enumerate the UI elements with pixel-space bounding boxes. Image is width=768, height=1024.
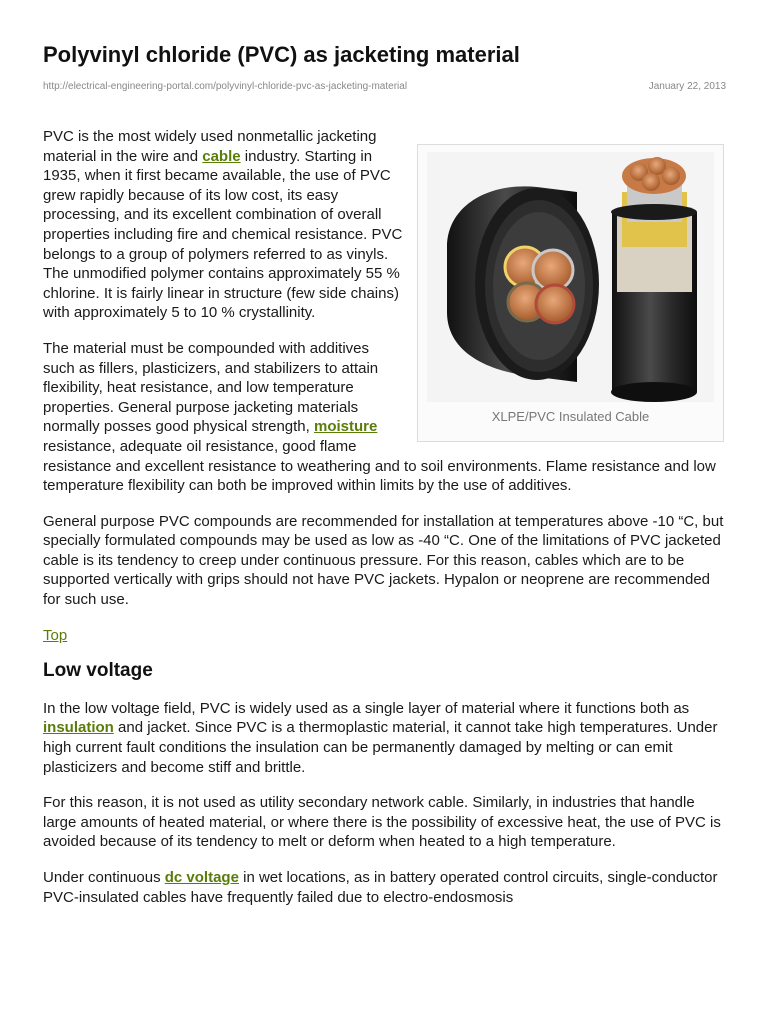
compounding-text: The material must be compounded with additives such as fillers, plasticizers, and stabilizers to attain flexibility, heat resistance, and low temperature properties. General purpose jacketing materials normally posses good physical strength, xyxy=(43,339,379,436)
paragraph-network-cable: For this reason, it is not used as utility secondary network cable. Similarly, in industries that handle large amounts of heated material, or where there is the possibility of excessive heat, the use of PVC is avoided because of its tendency to melt or deform when heated to a high temperature. xyxy=(43,794,721,851)
cable-photo xyxy=(427,152,714,402)
top-link-container xyxy=(43,626,726,646)
link-top[interactable]: Top xyxy=(43,626,68,644)
section-heading-low-voltage: Low voltage xyxy=(43,660,153,682)
paragraph-dc-voltage xyxy=(43,868,726,907)
dc-voltage-text: Under continuous xyxy=(43,869,165,886)
intro-text: PVC is the most widely used nonmetallic jacketing material in the wire and xyxy=(43,128,377,165)
paragraph-low-voltage xyxy=(43,699,726,777)
link-dc-voltage[interactable]: dc voltage xyxy=(164,869,239,886)
low-voltage-text-rest: and jacket. Since PVC is a thermoplastic material, it cannot take high temperatures. Under high current fault conditions the insulation can be permanently damaged by melting or can emit plasticizers and become stiff and brittle. xyxy=(43,719,718,776)
figure-caption: XLPE/PVC Insulated Cable xyxy=(491,409,650,424)
dc-voltage-text-rest: in wet locations, as in battery operated control circuits, single-conductor PVC-insulated cables have frequently failed due to electro-endosmosis xyxy=(43,869,718,906)
link-cable[interactable]: cable xyxy=(202,147,241,165)
paragraph-temperatures: General purpose PVC compounds are recommended for installation at temperatures above -10 “C, but specially formulated compounds may be used as low as -40 “C. One of the limitations of PVC jacketed cable is its tendency to creep under continuous pressure. For this reason, cables which are to be supported vertically with grips should not have PVC jackets. Hypalon or neoprene are recommended for such use. xyxy=(43,512,724,609)
cable-figure xyxy=(417,144,724,442)
link-moisture[interactable]: moisture xyxy=(313,418,378,436)
source-url: http://electrical-engineering-portal.com/polyvinyl-chloride-pvc-as-jacketing-material xyxy=(43,81,408,92)
compounding-text-rest: resistance, adequate oil resistance, good flame resistance and excellent resistance to weathering and to soil environments. Flame resistance and low temperature flexibility can both be improved within limits by the use of additives. xyxy=(43,437,716,495)
publish-date: January 22, 2013 xyxy=(648,81,726,92)
link-insulation[interactable]: insulation xyxy=(43,719,114,737)
article-body xyxy=(43,127,726,923)
low-voltage-text: In the low voltage field, PVC is widely used as a single layer of material where it functions both as xyxy=(43,699,690,717)
intro-text-rest: industry. Starting in 1935, when it first became available, the use of PVC grew rapidly because of its low cost, its easy processing, and its excellent combination of overall properties including fire and chemical resistance. PVC belongs to a group of polymers referred to as vinyls. The unmodified polymer contains approximately 55 % chlorine. It is fairly linear in structure (few side chains) with approximately 5 to 10 % crystallinity. xyxy=(43,147,403,322)
page-title: Polyvinyl chloride (PVC) as jacketing material xyxy=(43,42,520,67)
